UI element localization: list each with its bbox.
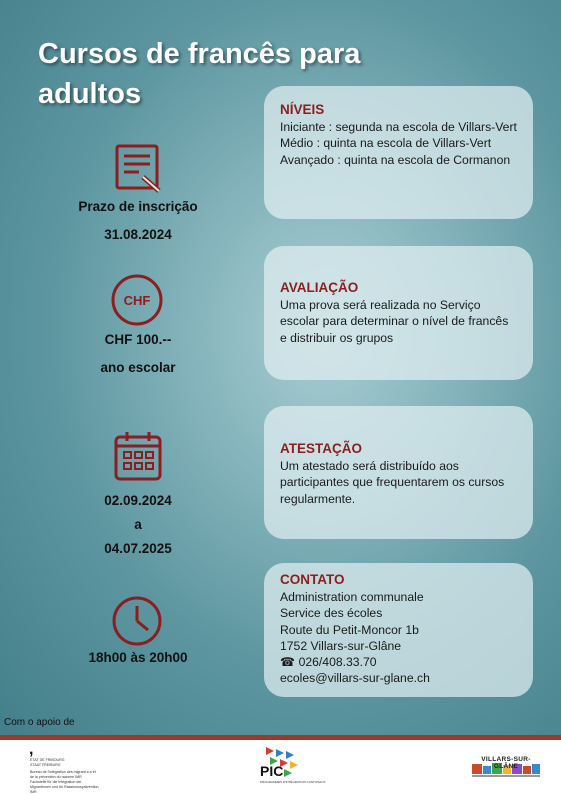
contato-line-3: Route du Petit-Moncor 1b <box>280 622 419 637</box>
card-avaliacao <box>264 246 533 380</box>
card-niveis <box>264 86 533 219</box>
price-period: ano escolar <box>100 360 176 375</box>
dates-block <box>40 489 236 561</box>
deadline-label: Prazo de inscrição <box>78 199 198 214</box>
card-avaliacao-body: Uma prova será realizada no Serviço escolar para determinar o nível de francês e distribuir os grupos <box>280 298 509 345</box>
calendar-icon <box>112 430 164 484</box>
price-amount: CHF 100.-- <box>104 332 172 347</box>
niveis-line-2: Médio : quinta na escola de Villars-Vert <box>280 136 492 151</box>
card-niveis-body <box>280 119 517 168</box>
card-atestacao <box>264 406 533 539</box>
contato-phone: ☎ 026/408.33.70 <box>280 655 377 670</box>
pic-logo-subtext: PROGRAMMES D'INTÉGRATION CANTONAUX <box>260 780 326 784</box>
card-atestacao-body: Um atestado será distribuído aos participantes que frequentarem os cursos regularmente. <box>280 459 505 506</box>
contato-email[interactable]: ecoles@villars-sur-glane.ch <box>280 671 430 686</box>
contato-line-4: 1752 Villars-sur-Glâne <box>280 638 402 653</box>
chf-coin-icon <box>110 273 164 327</box>
chf-coin-label: CHF <box>123 293 151 308</box>
niveis-line-3: Avançado : quinta na escola de Cormanon <box>280 152 511 167</box>
time-text: 18h00 às 20h00 <box>88 650 188 665</box>
form-pen-icon <box>113 144 169 196</box>
page-title: Cursos de francês para adultos <box>38 38 361 110</box>
time-block <box>40 646 236 670</box>
state-fribourg-logo: , <box>29 741 34 758</box>
support-label: Com o apoio de <box>4 717 75 728</box>
card-avaliacao-heading: AVALIAÇÃO <box>280 280 359 295</box>
clock-icon <box>110 594 164 648</box>
villars-logo-text: VILLARS-SUR-GLÂNE <box>481 756 531 770</box>
dates-end: 04.07.2025 <box>104 541 172 556</box>
contato-line-2: Service des écoles <box>280 606 383 621</box>
footer-bar <box>0 735 561 740</box>
deadline-date: 31.08.2024 <box>104 227 172 242</box>
deadline-block <box>40 195 236 247</box>
contato-line-1: Administration communale <box>280 590 424 604</box>
state-fribourg-text: ETAT DE FRIBOURG STAAT FREIBURG Bureau de l'intégration des migrant-e-s et de la prévention du racisme IMR Fachstelle für die Integration der MigrantInnen und für Rassismusprävention IMR <box>30 758 99 794</box>
niveis-line-1: Iniciante : segunda na escola de Villars-Vert <box>280 120 517 134</box>
card-contato-heading: CONTATO <box>280 572 345 587</box>
dates-separator: a <box>134 517 142 532</box>
card-contato <box>264 563 533 697</box>
pic-logo <box>240 745 326 791</box>
pic-logo-text: PIC <box>260 763 284 779</box>
dates-start: 02.09.2024 <box>104 493 172 508</box>
card-niveis-heading: NÍVEIS <box>280 102 325 117</box>
card-atestacao-heading: ATESTAÇÃO <box>280 441 362 456</box>
price-block <box>40 328 236 380</box>
card-contato-body <box>280 589 517 687</box>
